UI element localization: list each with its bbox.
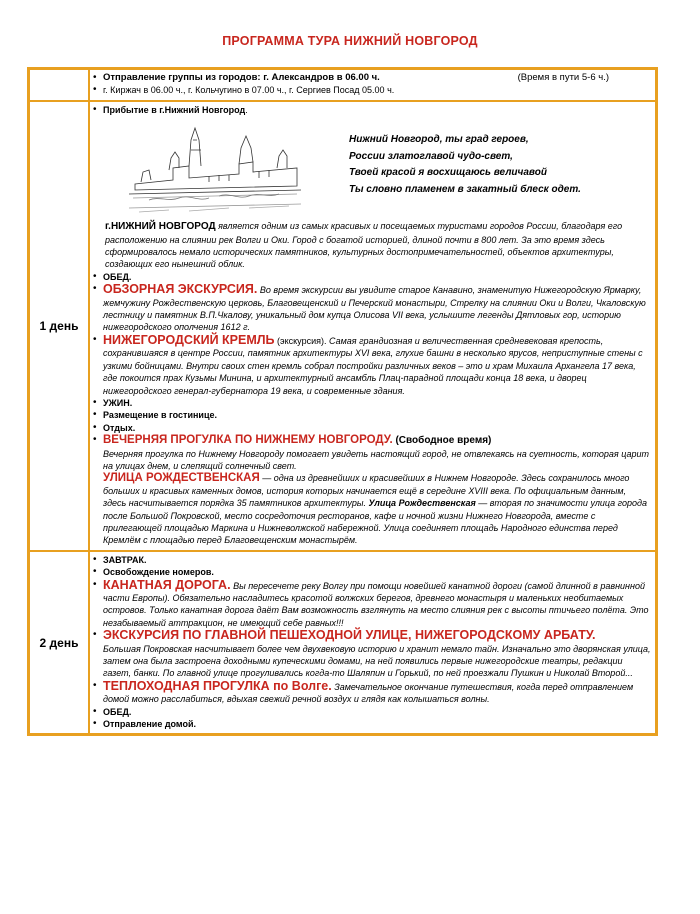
- bullet-icon: •: [93, 566, 97, 578]
- street-title: УЛИЦА РОЖДЕСТВЕНСКАЯ: [103, 472, 260, 485]
- list-item: [93, 554, 651, 566]
- kremlin-note: (экскурсия).: [274, 335, 327, 346]
- dinner-label: УЖИН.: [103, 397, 133, 408]
- overview-tour-title: ОБЗОРНАЯ ЭКСКУРСИЯ.: [103, 282, 258, 297]
- list-item: [93, 422, 651, 434]
- overview-tour-text: Во время экскурсии вы увидите старое Канавино, знаменитую Нижегородскую Ярмарку, жемчужину Рождественскую церковь, Благовещенский и Печерский монастыри, Стрелку на слиянии Оки и Волги, Чкаловскую лестницу и памятник В.П.Чкалову, уникальный дом купца Олисова VII века, услышите легенды Дятловых гор, историю нижегородского ополчения 1612 г.: [103, 285, 646, 333]
- list-item: [93, 84, 651, 96]
- bullet-icon: •: [93, 553, 97, 565]
- poem-line: Твоей красой я восхищаюсь величавой: [349, 167, 547, 179]
- day-1-label: 1 день: [29, 101, 90, 551]
- poem: [349, 132, 581, 198]
- poem-line: Ты словно пламенем в закатный блеск одет.: [349, 184, 581, 195]
- bullet-icon: •: [93, 72, 97, 83]
- arrival-text: Прибытие в г.Нижний Новгород: [103, 104, 246, 115]
- city-description: [93, 220, 651, 271]
- bullet-icon: •: [93, 679, 97, 691]
- street-text-1: — одна из древнейших и красивейших в Нижнем Новгороде. Здесь сохранилось много больших и красивых каменных домов, история которых начинается ещё в середине XVIII века. По официальным данным, здесь насчитывается порядка 35 памятников архитектуры.: [103, 473, 630, 509]
- bullet-icon: •: [93, 705, 97, 717]
- list-item: [93, 629, 651, 680]
- poem-line: России златоглавой чудо-свет,: [349, 150, 513, 162]
- departure-content: [89, 69, 657, 101]
- list-item: [93, 397, 651, 409]
- departure-line-2: г. Киржач в 06.00 ч., г. Кольчугино в 07.00 ч., г. Сергиев Посад 05.00 ч.: [103, 85, 395, 96]
- list-item: [93, 334, 651, 397]
- list-item: [93, 283, 651, 334]
- poem-line: Нижний Новгород, ты град героев,: [349, 134, 529, 146]
- list-item: [93, 706, 651, 718]
- bullet-icon: •: [93, 103, 97, 115]
- boat-trip-text: Замечательное окончание путешествия, когда перед отправлением домой можно расслабиться, вдыхая свежий речной воздух и глядя как колышаться волны.: [103, 681, 634, 705]
- breakfast-label: ЗАВТРАК.: [103, 554, 147, 565]
- city-text: является одним из самых красивых и посещаемых туристами городов России, благодаря его расположению на слиянии рек Волги и Оки. Город с богатой историей, длиной почти в 800 лет. За это время здесь сформировалось немало исторических памятников, культурных достопримечательностей, объектов архитектуры, создающих его нынешний облик.: [105, 221, 623, 270]
- day-2-content: [89, 551, 657, 735]
- bullet-icon: •: [93, 578, 97, 590]
- rest-label: Отдых.: [103, 422, 136, 433]
- bullet-icon: •: [93, 629, 97, 641]
- bullet-icon: •: [93, 283, 97, 295]
- evening-walk-title: ВЕЧЕРНЯЯ ПРОГУЛКА ПО НИЖНЕМУ НОВГОРОДУ.: [103, 434, 393, 447]
- checkout-label: Освобождение номеров.: [103, 567, 214, 578]
- evening-walk-note: (Свободное время): [392, 435, 492, 447]
- lunch-label: ОБЕД.: [103, 706, 132, 717]
- bullet-icon: •: [93, 421, 97, 433]
- bullet-icon: •: [93, 84, 97, 96]
- bullet-icon: •: [93, 718, 97, 730]
- cable-car-title: КАНАТНАЯ ДОРОГА.: [103, 577, 231, 592]
- departure-day-cell: [29, 69, 90, 101]
- list-item: • Прибытие в г.Нижний Новгород.: [93, 103, 248, 115]
- lunch-label: ОБЕД.: [103, 271, 132, 282]
- departure-line-1: Отправление группы из городов: г. Александров в 06.00 ч.: [103, 72, 380, 83]
- street-name: Улица Рождественская: [368, 498, 476, 509]
- bullet-icon: •: [93, 409, 97, 421]
- evening-walk-text: Вечерняя прогулка по Нижнему Новгороду помогает увидеть настоящий город, не отвлекаясь на суетность, которая царит на улицах днем, и слепящий солнечный свет.: [103, 448, 649, 471]
- page-title: ПРОГРАММА ТУРА НИЖНИЙ НОВГОРОД: [222, 34, 478, 48]
- kremlin-sketch-image: [129, 120, 301, 216]
- list-item: [93, 434, 651, 547]
- boat-trip-title: ТЕПЛОХОДНАЯ ПРОГУЛКА по Волге.: [103, 678, 332, 693]
- tour-program-table: [27, 67, 658, 736]
- street-text-2: — вторая по значимости улица города после Большой Покровской, место сосредоточия ресторанов, кафе и ночной жизни Нижнего Новгорода, вместе с прилегающей площадью Маркина и Нижневолжской набережной. Улица соединяет площадь Народного единства перед Кремлём с площадью перед Благовещенским монастырём.: [103, 498, 648, 546]
- poem-block: [93, 118, 651, 220]
- departure-row: [29, 69, 657, 101]
- day-1-content: [89, 101, 657, 551]
- list-item: [93, 579, 651, 630]
- departure-home-label: Отправление домой.: [103, 719, 197, 730]
- day-2-row: [29, 551, 657, 735]
- day-1-row: [29, 101, 657, 551]
- city-name: г.НИЖНИЙ НОВГОРОД: [105, 221, 216, 233]
- day-2-label: 2 день: [29, 551, 90, 735]
- hotel-label: Размещение в гостинице.: [103, 410, 217, 421]
- list-item: [93, 718, 651, 730]
- travel-time: (Время в пути 5-6 ч.): [517, 72, 609, 83]
- kremlin-text: Самая грандиозная и величественная средневековая крепость, сохранившаяся в центре России, памятник архитектуры XVI века, глухие башни в несколько ярусов, неприступные стены с узкими бойницами. Внутри своих стен кремль собрал постройки различных веков – это и храм Михаила Архангела 17 века, где покоится прах Кузьмы Минина, и архитектурный ансамбль Плац-парадной площади конца 18 века, и дворец нижегородского генерал-губернатора 19 века, и современные здания.: [103, 335, 643, 396]
- list-item: [93, 680, 651, 706]
- arbat-tour-text: Большая Покровская насчитывает более чем двухвековую историю и хранит немало тайн. Изначально это дворянская улица, затем она была застроена доходными купеческими домами, на ней появились первые нижегородские театры, редакции газет, банки. По главной улице прогуливались когда-то Шаляпин и Горький, по ней проезжали Пушкин и Николай Второй...: [103, 643, 651, 679]
- kremlin-title: НИЖЕГОРОДСКИЙ КРЕМЛЬ: [103, 332, 275, 347]
- bullet-icon: •: [93, 270, 97, 282]
- arbat-tour-title: ЭКСКУРСИЯ ПО ГЛАВНОЙ ПЕШЕХОДНОЙ УЛИЦЕ, НИЖЕГОРОДСКОМУ АРБАТУ.: [103, 628, 596, 643]
- bullet-icon: •: [93, 333, 97, 345]
- list-item: [93, 72, 651, 84]
- bullet-icon: •: [93, 434, 97, 446]
- bullet-icon: •: [93, 396, 97, 408]
- list-item: [93, 409, 651, 421]
- cable-car-text: Вы пересечете реку Волгу при помощи новейшей канатной дороги (самой длинной в равнинной части Европы). Обязательно насладитесь красотой волжских берегов, древнего монастыря и маленьких необитаемых островов. Только канатная дорога даёт Вам возможность взглянуть на место слияния рек с высоты птичьего полёта. Это незабываемый аттракцион, не имеющий себе равных!!!: [103, 580, 649, 628]
